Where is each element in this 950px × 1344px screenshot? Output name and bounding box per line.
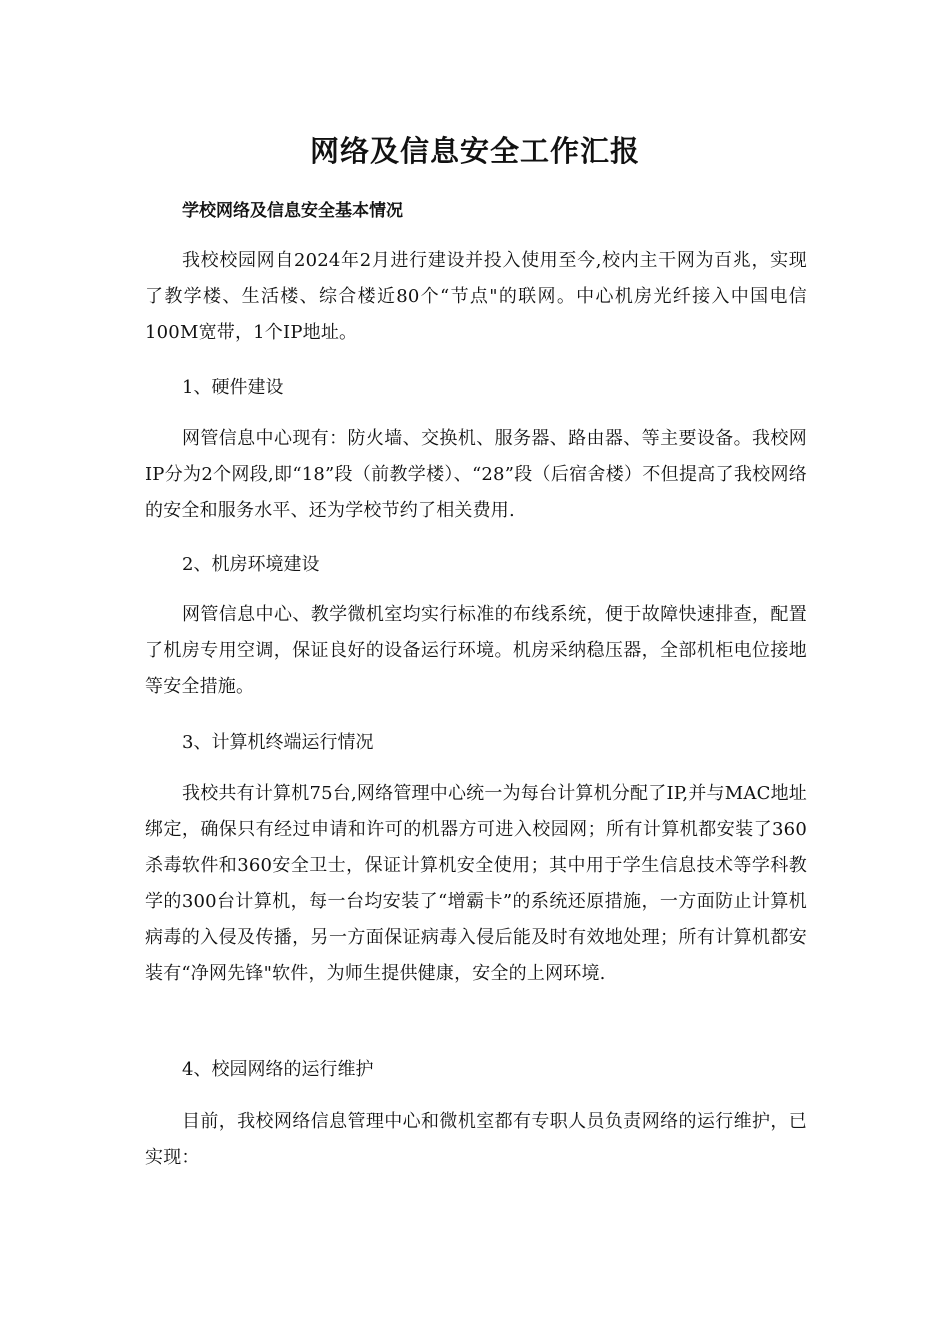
section-heading: 学校网络及信息安全基本情况 xyxy=(182,201,403,221)
item-text-terminals: 我校共有计算机75台,网络管理中心统一为每台计算机分配了IP,并与MAC地址绑定，确保只有经过申请和许可的机器方可进入校园网；所有计算机都安装了360杀毒软件和360安全卫士，保证计算机安全使用；其中用于学生信息技术等学科教学的300台计算机，每一台均安装了“增霸卡”的系统还原措施，一方面防止计算机病毒的入侵及传播，另一方面保证病毒入侵后能及时有效地处理；所有计算机都安装有“净网先锋"软件，为师生提供健康，安全的上网环境. xyxy=(145,783,807,984)
item-text-room-environment: 网管信息中心、教学微机室均实行标准的布线系统，便于故障快速排查，配置了机房专用空调，保证良好的设备运行环境。机房采纳稳压器，全部机柜电位接地等安全措施。 xyxy=(145,604,807,697)
item-text-hardware: 网管信息中心现有：防火墙、交换机、服务器、路由器、等主要设备。我校网IP分为2个网段,即“18”段（前教学楼）、“28”段（后宿舍楼）不但提高了我校网络的安全和服务水平、还为学校节约了相关费用. xyxy=(145,428,807,521)
item-heading-maintenance: 4、校园网络的运行维护 xyxy=(182,1059,374,1080)
item-heading-terminals: 3、计算机终端运行情况 xyxy=(182,732,374,753)
intro-paragraph: 我校校园网自2024年2月进行建设并投入使用至今,校内主干网为百兆，实现了教学楼、生活楼、综合楼近80个“节点"的联网。中心机房光纤接入中国电信100M宽带，1个IP地址。 xyxy=(145,250,807,343)
item-text-maintenance: 目前，我校网络信息管理中心和微机室都有专职人员负责网络的运行维护，已实现： xyxy=(145,1111,807,1168)
item-heading-hardware: 1、硬件建设 xyxy=(182,377,284,398)
document-title: 网络及信息安全工作汇报 xyxy=(309,134,640,168)
item-heading-room-environment: 2、机房环境建设 xyxy=(182,554,320,575)
